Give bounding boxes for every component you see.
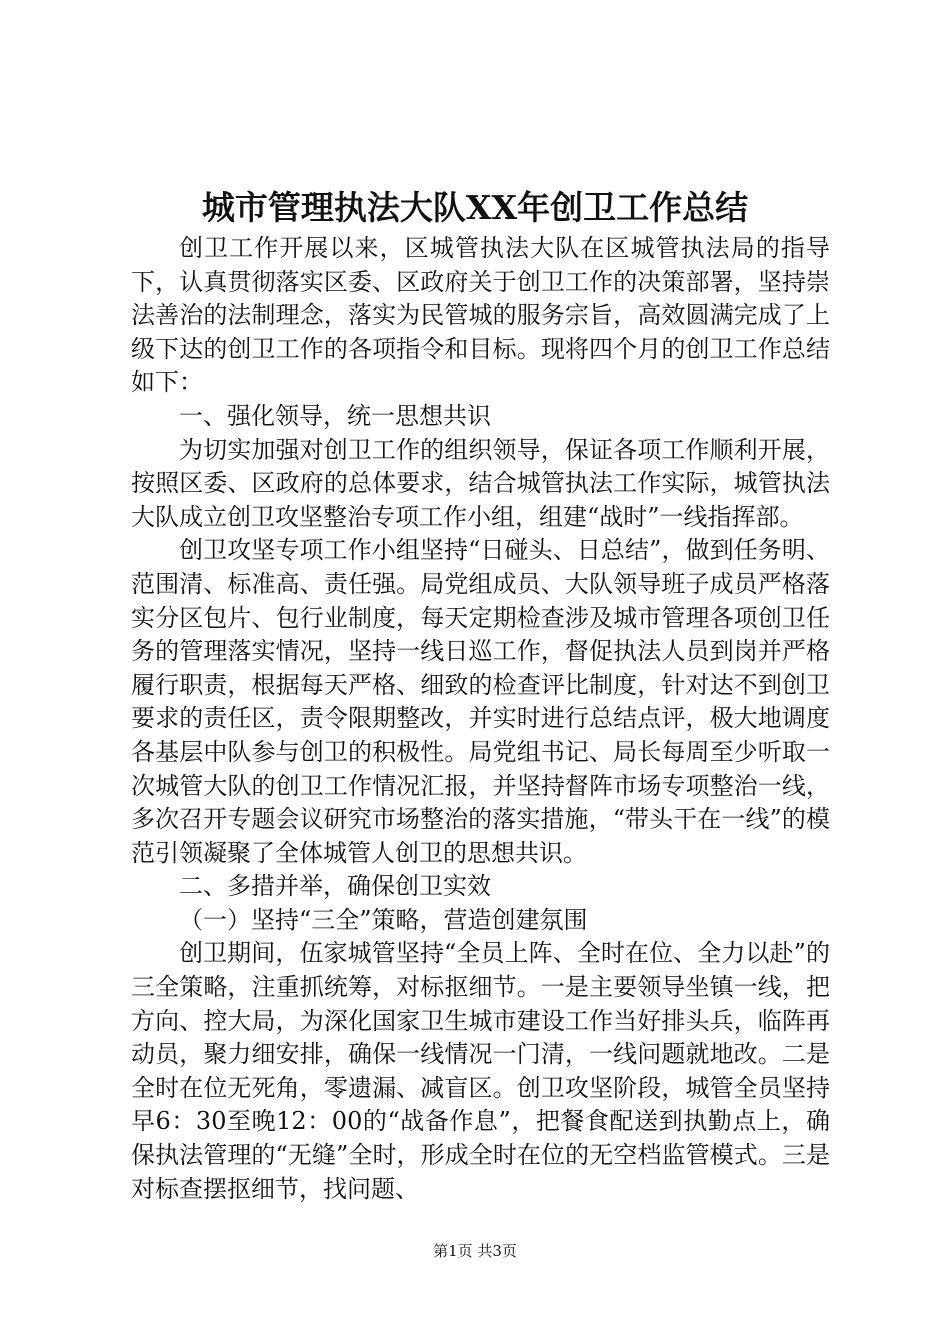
document-body [131, 232, 830, 1206]
section-heading-1: 一、强化领导，统一思想共识 [179, 401, 491, 430]
page-footer: 第1页 共3页 [433, 1242, 517, 1260]
subsection-heading-1: （一）坚持“三全”策略，营造创建氛围 [179, 905, 588, 934]
document-title: 城市管理执法大队XX年创卫工作总结 [201, 188, 749, 227]
paragraph-intro: 创卫工作开展以来，区城管执法大队在区城管执法局的指导下，认真贯彻落实区委、区政府关于创卫工作的决策部署，坚持崇法善治的法制理念，落实为民管城的服务宗旨，高效圆满完成了上级下达的创卫工作的各项指令和目标。现将四个月的创卫工作总结如下： [131, 234, 830, 397]
paragraph-3: 创卫期间，伍家城管坚持“全员上阵、全时在位、全力以赴”的三全策略，注重抓统筹，对标抠细节。一是主要领导坐镇一线，把方向、控大局，为深化国家卫生城市建设工作当好排头兵，临阵再动员，聚力细安排，确保一线情况一门清，一线问题就地改。二是全时在位无死角，零遗漏、减盲区。创卫攻坚阶段，城管全员坚持早6：30至晚12：00的“战备作息”，把餐食配送到执勤点上，确保执法管理的“无缝”全时，形成全时在位的无空档监管模式。三是对标查摆抠细节，找问题、 [131, 939, 830, 1203]
paragraph-1: 为切实加强对创卫工作的组织领导，保证各项工作顺利开展，按照区委、区政府的总体要求，结合城管执法工作实际，城管执法大队成立创卫攻坚整治专项工作小组，组建“战时”一线指挥部。 [131, 435, 830, 531]
paragraph-2: 创卫攻坚专项工作小组坚持“日碰头、日总结”，做到任务明、范围清、标准高、责任强。局党组成员、大队领导班子成员严格落实分区包片、包行业制度，每天定期检查涉及城市管理各项创卫任务的管理落实情况，坚持一线日巡工作，督促执法人员到岗并严格履行职责，根据每天严格、细致的检查评比制度，针对达不到创卫要求的责任区，责令限期整改，并实时进行总结点评，极大地调度各基层中队参与创卫的积极性。局党组书记、局长每周至少听取一次城管大队的创卫工作情况汇报，并坚持督阵市场专项整治一线，多次召开专题会议研究市场整治的落实措施，“带头干在一线”的模范引领凝聚了全体城管人创卫的思想共识。 [131, 536, 830, 867]
section-heading-2: 二、多措并举，确保创卫实效 [179, 872, 491, 901]
